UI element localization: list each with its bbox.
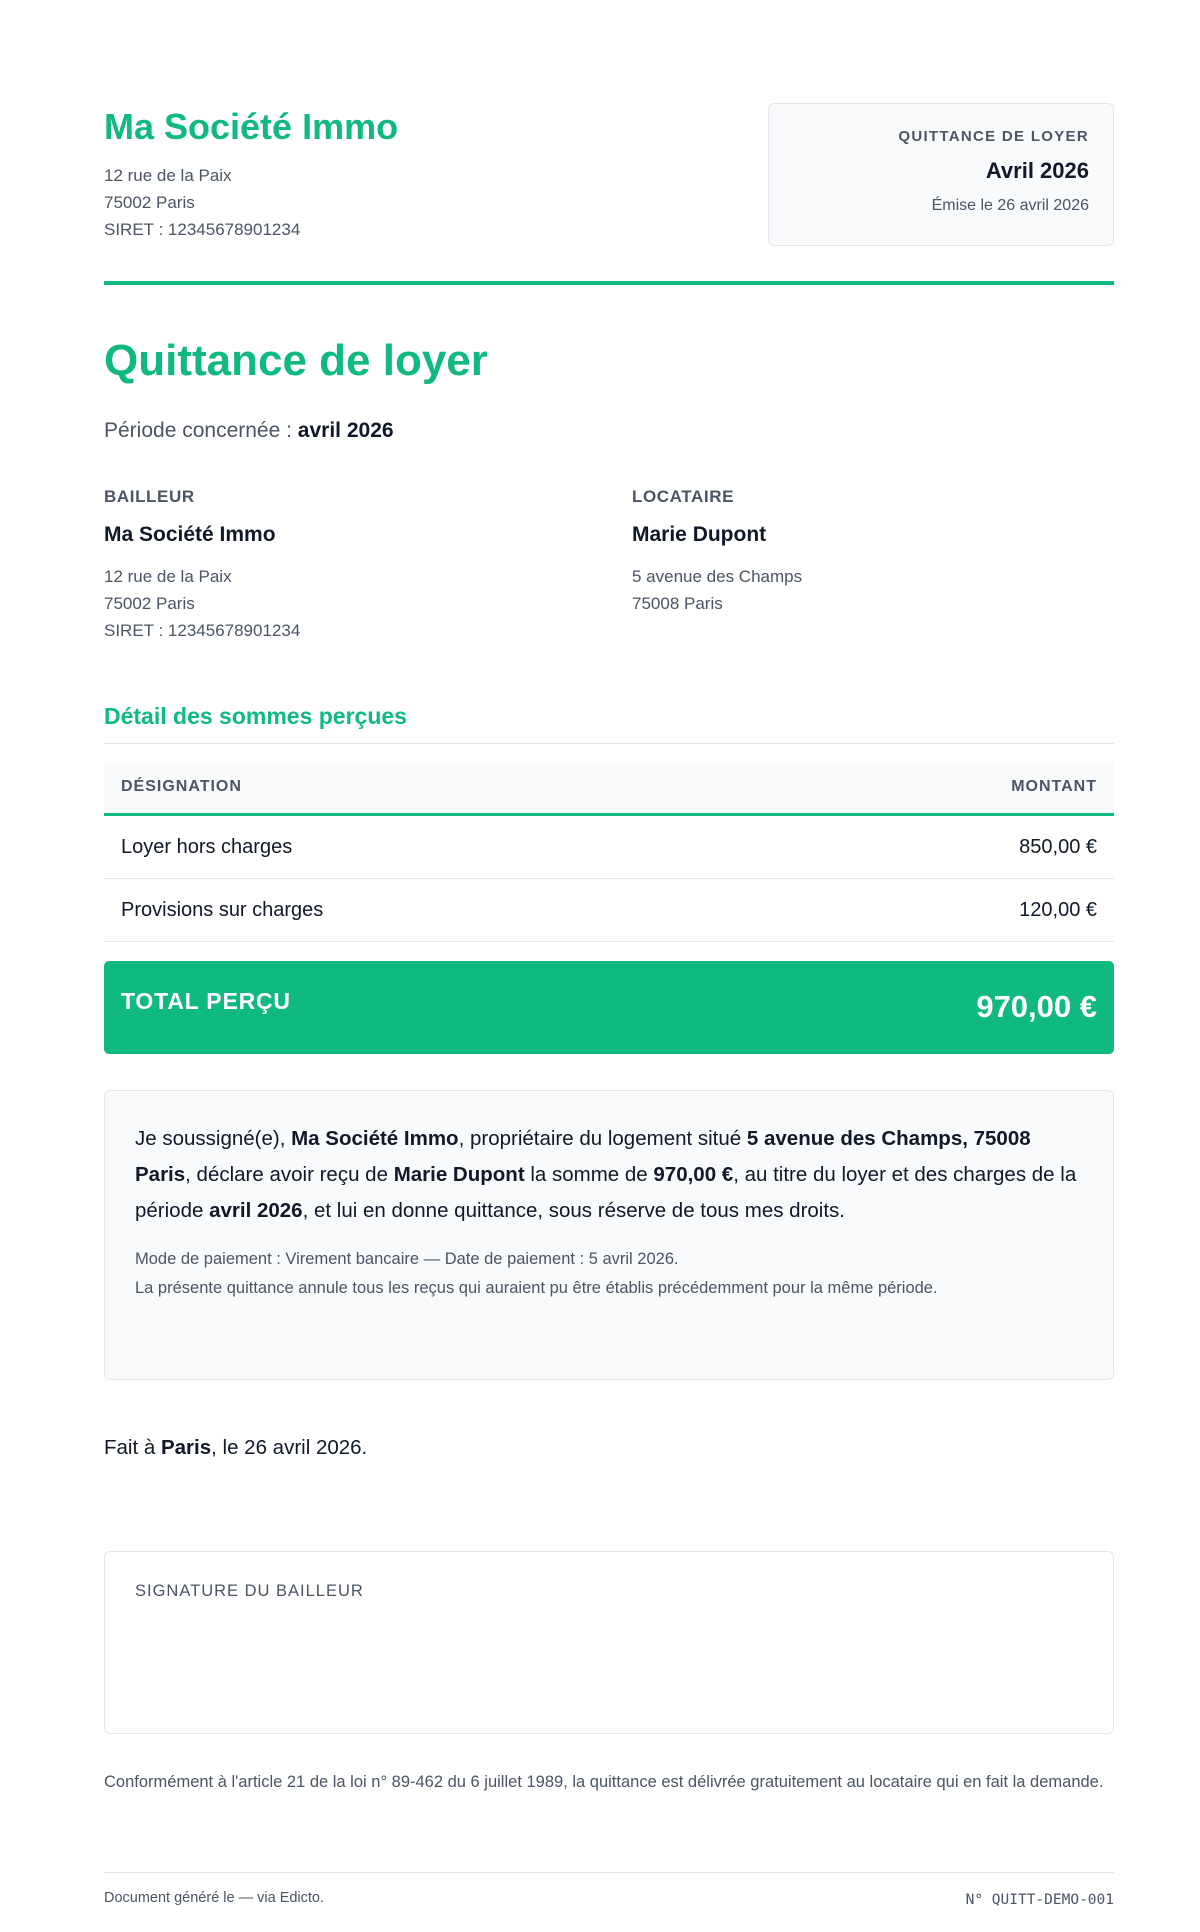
payment-note — [135, 1245, 1083, 1303]
company-name: Ma Société Immo — [104, 106, 399, 147]
detail-divider — [104, 743, 1114, 744]
row-amount: 850,00 € — [1019, 835, 1097, 858]
badge-issued-date: Émise le 26 avril 2026 — [931, 197, 1089, 214]
declaration-amount: 970,00 € — [653, 1163, 734, 1186]
detail-section-title: Détail des sommes perçues — [104, 703, 407, 729]
document-header — [104, 0, 1114, 286]
table-row — [104, 816, 1114, 879]
row-label: Provisions sur charges — [121, 898, 324, 921]
badge-period: Avril 2026 — [985, 158, 1089, 183]
legal-notice: Conformément à l'article 21 de la loi n° 89-462 du 6 juillet 1989, la quittance est délivrée gratuitement au locataire qui en fait la demande. — [104, 1773, 1104, 1791]
signature-box — [104, 1551, 1114, 1734]
row-label: Loyer hors charges — [121, 835, 293, 858]
declaration-period: avril 2026 — [209, 1199, 303, 1222]
tenant-address — [632, 563, 1112, 617]
declaration-fragment: , propriétaire du logement situé — [458, 1127, 747, 1150]
tenant-block — [632, 485, 1112, 617]
period-value: avril 2026 — [297, 419, 394, 442]
column-header-amount: MONTANT — [1011, 778, 1097, 795]
declaration-landlord: Ma Société Immo — [291, 1127, 459, 1150]
page-title: Quittance de loyer — [104, 336, 488, 385]
total-banner — [104, 961, 1114, 1054]
place-prefix: Fait à — [104, 1436, 161, 1459]
declaration-fragment: la somme de — [524, 1163, 654, 1186]
footer-generated: Document généré le — via Edicto. — [104, 1890, 325, 1906]
declaration-fragment: , déclare avoir reçu de — [185, 1163, 394, 1186]
place-date: , le 26 avril 2026. — [211, 1436, 368, 1459]
declaration-address: 5 avenue des Champs, 75008 Paris — [135, 1127, 1031, 1186]
landlord-address-line: 75002 Paris — [104, 594, 195, 613]
row-amount: 120,00 € — [1019, 898, 1097, 921]
table-header — [104, 761, 1114, 816]
landlord-block — [104, 485, 584, 644]
landlord-address-line: 12 rue de la Paix — [104, 567, 232, 586]
company-address-line: 75002 Paris — [104, 193, 195, 212]
landlord-siret: SIRET : 12345678901234 — [104, 621, 301, 640]
company-siret: SIRET : 12345678901234 — [104, 220, 301, 239]
badge-kicker: QUITTANCE DE LOYER — [898, 128, 1089, 145]
company-address-line: 12 rue de la Paix — [104, 166, 232, 185]
payment-method-line: Mode de paiement : Virement bancaire — Date de paiement : 5 avril 2026. — [135, 1250, 679, 1268]
place-date-line — [104, 1436, 367, 1460]
total-label: TOTAL PERÇU — [121, 988, 291, 1014]
landlord-name: Ma Société Immo — [104, 523, 276, 546]
place-city: Paris — [160, 1436, 212, 1459]
column-header-designation: DÉSIGNATION — [121, 778, 242, 795]
landlord-address — [104, 563, 584, 644]
tenant-address-line: 5 avenue des Champs — [632, 567, 803, 586]
declaration-fragment: , et lui en donne quittance, sous réserve de tous mes droits. — [302, 1199, 845, 1222]
company-address — [104, 162, 300, 243]
amounts-table — [104, 761, 1114, 942]
period-line — [104, 419, 394, 443]
footer-document-number: N° QUITT-DEMO-001 — [965, 1892, 1114, 1908]
declaration-fragment: , au titre du loyer et des charges de la période — [135, 1163, 1077, 1222]
declaration-tenant: Marie Dupont — [393, 1163, 525, 1186]
tenant-name: Marie Dupont — [632, 523, 767, 546]
period-label: Période concernée : — [104, 419, 298, 442]
footer-divider — [104, 1872, 1114, 1873]
declaration-box — [104, 1090, 1114, 1380]
landlord-kicker: BAILLEUR — [104, 487, 195, 506]
receipt-page — [104, 0, 1114, 1908]
tenant-address-line: 75008 Paris — [632, 594, 723, 613]
total-value: 970,00 € — [976, 989, 1097, 1024]
cancellation-line: La présente quittance annule tous les reçus qui auraient pu être établis précédemment pour la même période. — [135, 1279, 938, 1297]
signature-label: SIGNATURE DU BAILLEUR — [135, 1582, 364, 1600]
tenant-kicker: LOCATAIRE — [632, 487, 735, 506]
declaration-text — [135, 1121, 1083, 1229]
table-row — [104, 879, 1114, 942]
receipt-badge — [768, 103, 1114, 246]
header-divider — [104, 281, 1114, 285]
declaration-fragment: Je soussigné(e), — [135, 1127, 292, 1150]
